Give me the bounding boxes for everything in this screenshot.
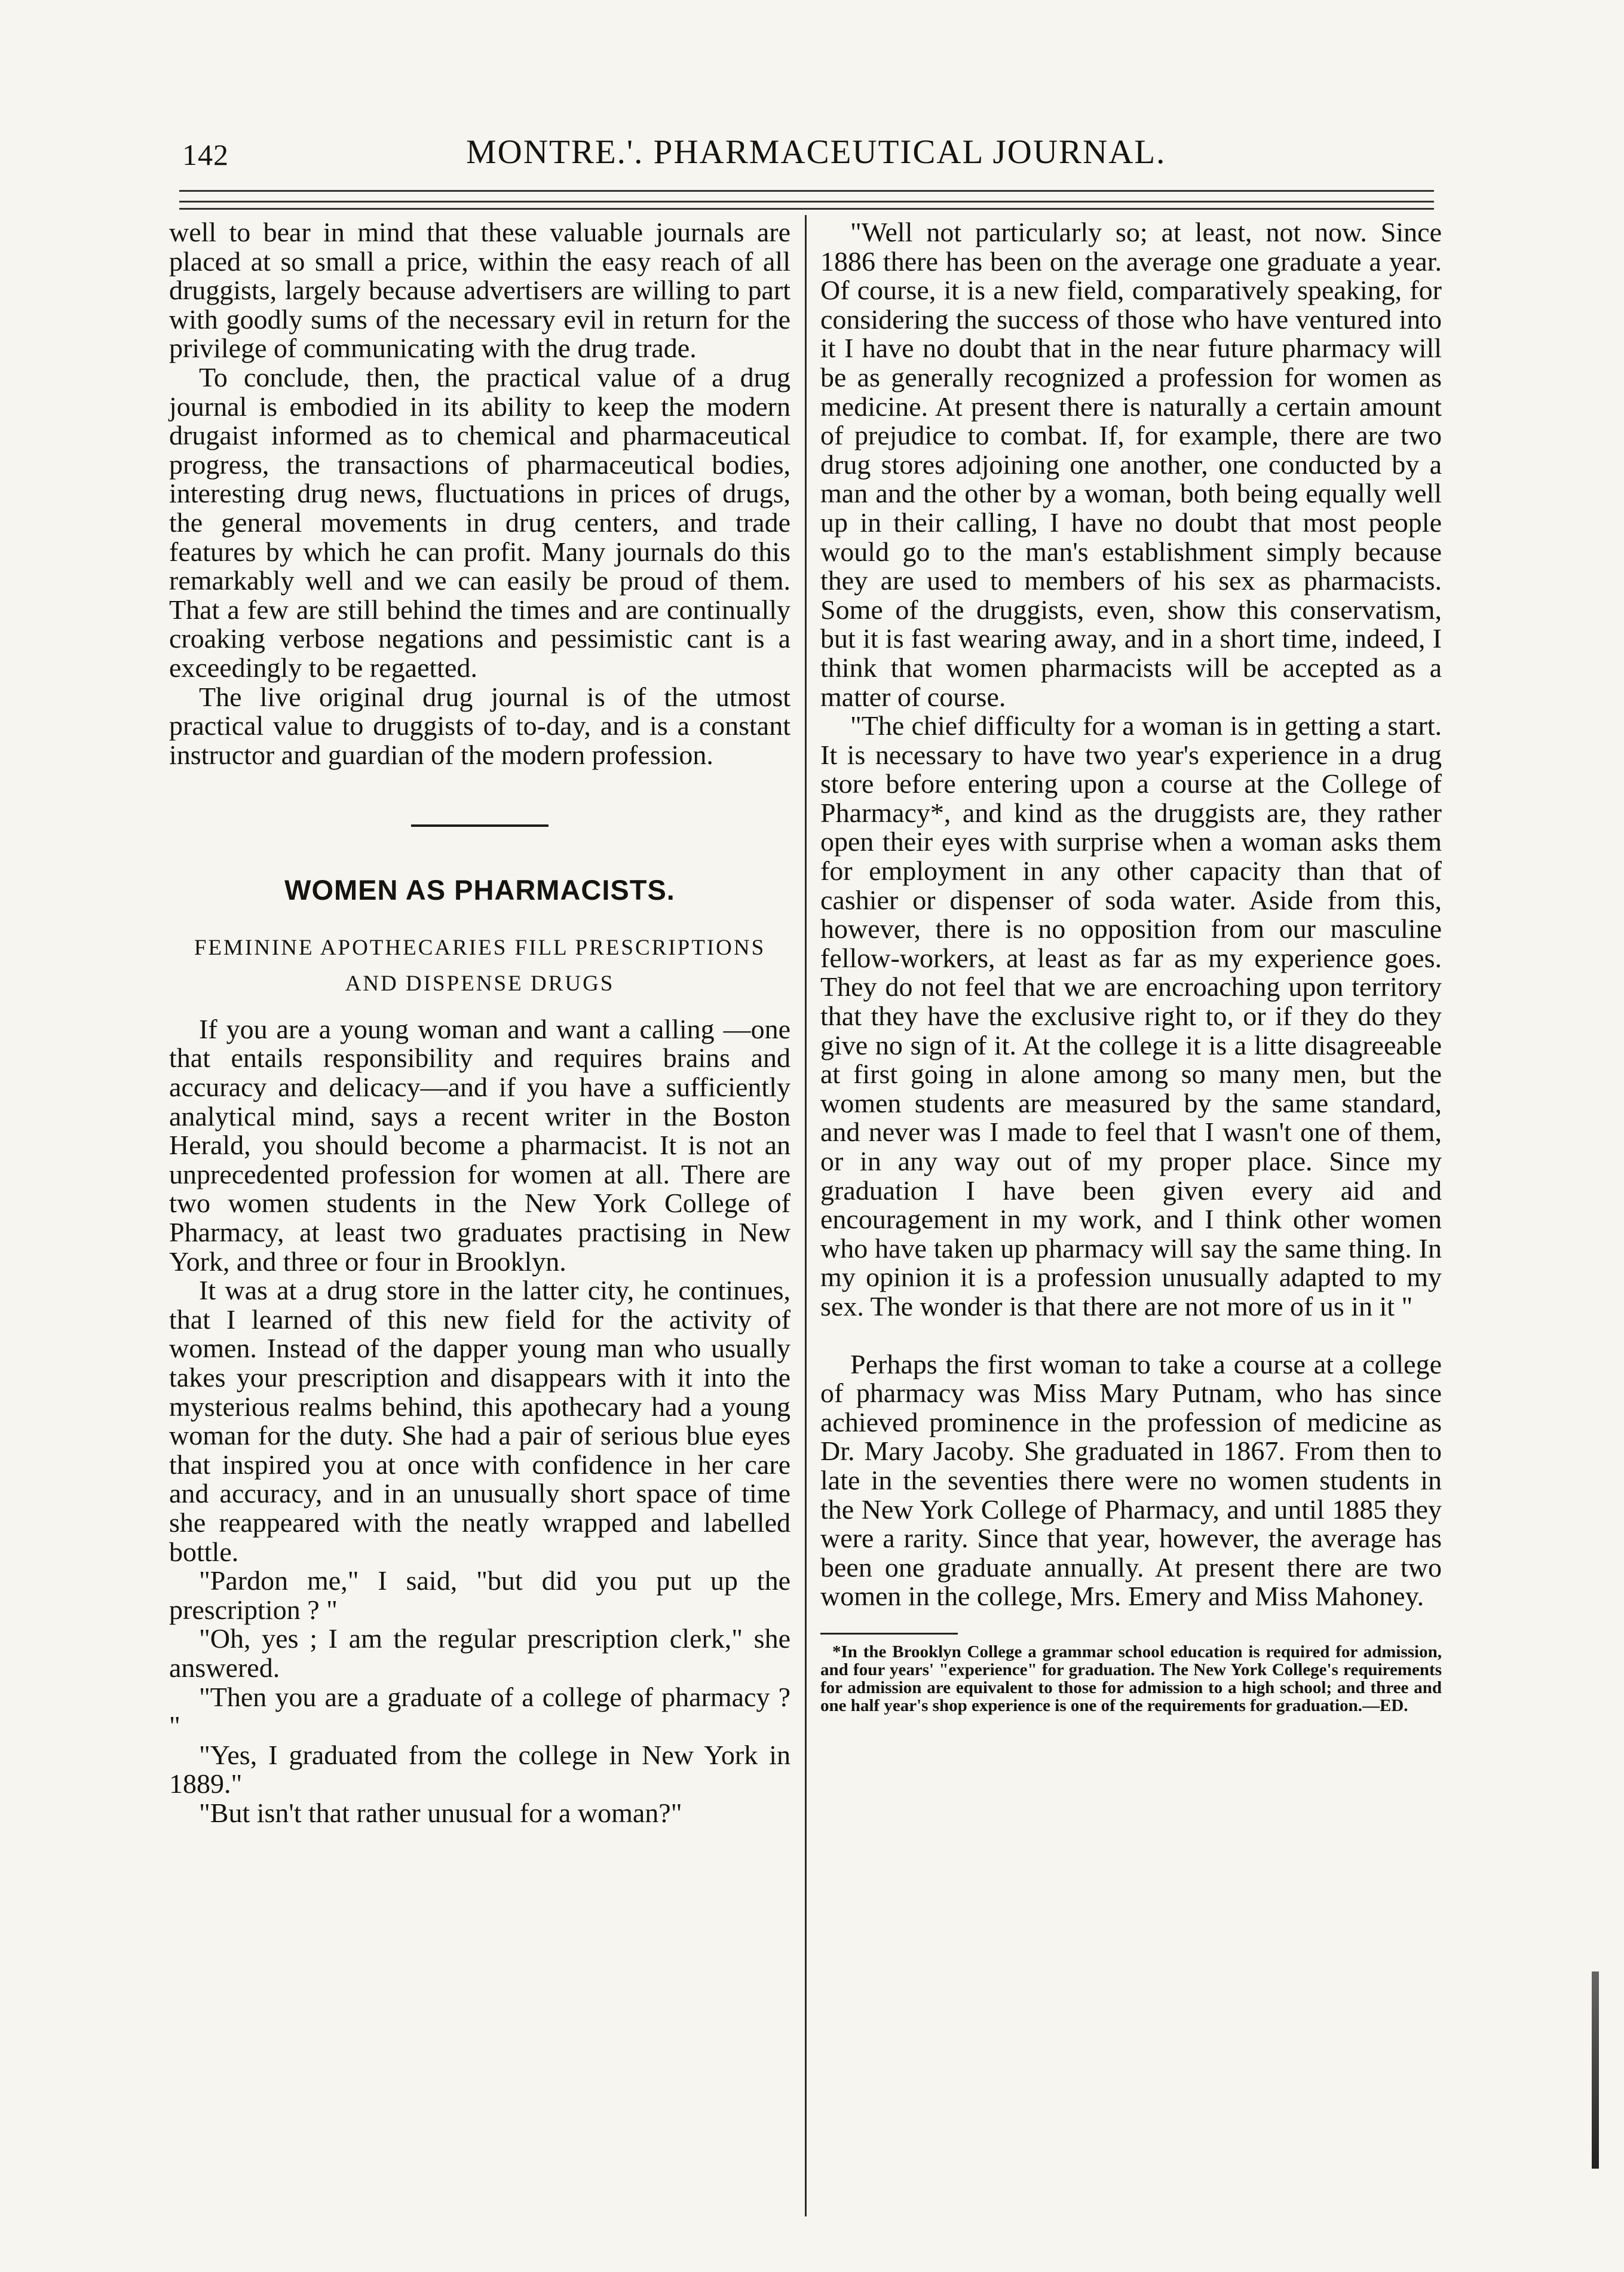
paragraph: "Well not particularly so; at least, not now. Since 1886 there has been on the average one graduate a year. Of course, it is a new field, comparatively speaking, for considering the success of those who have ventured into it I have no doubt that in the near future pharmacy will be as generally recognized a profession for women as medicine. At present there is naturally a certain amount of prejudice to combat. If, for example, there are two drug stores adjoining one another, one conducted by a man and the other by a woman, both being equally well up in their calling, I have no doubt that most people would go to the man's establishment simply because they are used to members of his sex as pharmacists. Some of the druggists, even, show this conservatism, but it is fast wearing away, and in a short time, indeed, I think that women pharmacists will be accepted as a matter of course. [820,217,1442,712]
paragraph: If you are a young woman and want a calling —one that entails responsibility and requires brains and accuracy and delicacy—and if you have a sufficiently analytical mind, says a recent writer in the Boston Herald, you should become a pharmacist. It is not an unprecedented profession for women at all. There are two women students in the New York College of Pharmacy, at least two graduates practising in New York, and three or four in Brooklyn. [169,1013,790,1277]
paragraph: "But isn't that rather unusual for a woman?" [199,1797,682,1828]
paragraph: "Oh, yes ; I am the regular prescription clerk," she answered. [169,1623,790,1683]
section-divider [411,824,549,827]
page-number: 142 [182,138,229,171]
column-divider [805,215,807,2216]
header-rule-double [179,201,1434,203]
paragraph: To conclude, then, the practical value of a drug journal is embodied in its ability to keep the modern drugaist informed as to chemical and pharmaceutical progress, the transactions of pharmaceutical bodies, interesting drug news, fluctuations in prices of drugs, the general movements in drug centers, and trade features by which he can profit. Many journals do this remarkably well and we can easily be proud of them. That a few are still behind the times and are continually croaking verbose negations and pessimistic cant is a exceedingly to be regaetted. [169,361,790,683]
paragraph: well to bear in mind that these valuable journals are placed at so small a price, within the easy reach of all druggists, largely because advertisers are willing to part with goodly sums of the necessary evil in return for the privilege of communicating with the drug trade. [169,217,790,364]
running-title: MONTRE.'. PHARMACEUTICAL JOURNAL. [466,133,1166,171]
paragraph: "The chief difficulty for a woman is in getting a start. It is necessary to have two year's experience in a drug store before entering upon a course at the College of Pharmacy*, and kind as the druggists are, they rather open their eyes with surprise when a woman asks them for employment in any other capacity than that of cashier or dispenser of soda water. Aside from this, however, there is no opposition from our masculine fellow-workers, at least as far as my experience goes. They do not feel that we are encroaching upon territory that they have the exclusive right to, or if they do they give no sign of it. At the college it is a litte disagreeable at first going in alone among so many men, but the women students are measured by the same standard, and never was I made to feel that I wasn't one of them, or in any way out of my proper place. Since my graduation I have been given every aid and encouragement in my work, and I think other women who have taken up pharmacy will say the same thing. In my opinion it is a profession unusually adapted to my sex. The wonder is that there are not more of us in it " [820,710,1442,1321]
footnote: *In the Brooklyn College a grammar school education is required for admission, and four years' "experience" for graduation. The New York College's requirements for admission are equivalent to those for admission to a high school; and three and one half year's shop experience is one of the requirements for graduation.—ED. [820,1642,1442,1715]
page-edge-mark [1592,1971,1599,2169]
paragraph: "Yes, I graduated from the college in New York in 1889." [169,1739,790,1799]
paragraph: "Pardon me," I said, "but did you put up the prescription ? " [169,1565,790,1625]
header-rule [179,190,1434,192]
paragraph: The live original drug journal is of the utmost practical value to druggists of to-day, and is a constant instructor and guardian of the modern profession. [169,681,790,770]
footnote-rule [820,1633,958,1635]
left-column [169,218,790,1828]
header-rule-double [179,208,1434,210]
paragraph: Perhaps the first woman to take a course at a college of pharmacy was Miss Mary Putnam, who has since achieved prominence in the profession of medicine as Dr. Mary Jacoby. She graduated in 1867. From then to late in the seventies there were no women students in the New York College of Pharmacy, and until 1885 they were a rarity. Since that year, however, the average has been one graduate annually. At present there are two women in the college, Mrs. Emery and Miss Mahoney. [820,1348,1442,1612]
article-title: WOMEN AS PHARMACISTS. [284,874,675,906]
article-subtitle: FEMININE APOTHECARIES FILL PRESCRIPTIONS AND DISPENSE DRUGS [194,935,766,996]
right-column [820,218,1442,1715]
paragraph: It was at a drug store in the latter city, he continues, that I learned of this new field for the activity of women. Instead of the dapper young man who usually takes your prescription and disappears with it into the mysterious realms behind, this apothecary had a young woman for the duty. She had a pair of serious blue eyes that inspired you at once with confidence in her care and accuracy, and in an unusually short space of time she reappeared with the neatly wrapped and labelled bottle. [169,1275,790,1567]
paragraph: "Then you are a graduate of a college of pharmacy ? " [169,1681,790,1741]
